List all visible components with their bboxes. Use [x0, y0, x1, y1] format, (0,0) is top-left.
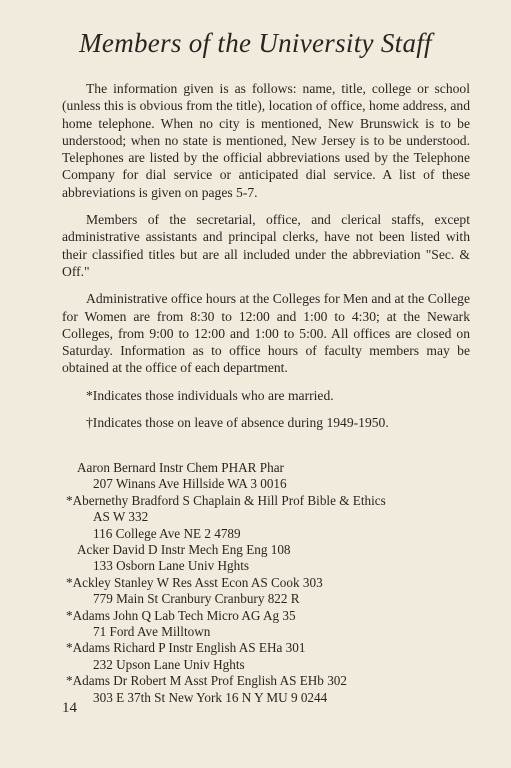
leave-note: †Indicates those on leave of absence during 1949-1950.	[86, 415, 389, 431]
directory-entry	[62, 493, 482, 542]
directory-entry	[62, 575, 482, 608]
entry-name-line: *Abernethy Bradford S Chaplain & Hill Prof Bible & Ethics	[66, 492, 386, 508]
intro-paragraph: Administrative office hours at the Colleges for Men and at the College for Women are from 8:30 to 12:00 and 1:00 to 4:30; at the Newark Colleges, from 9:00 to 12:00 and 1:00 to 5:00. All offices are closed on Saturday. Information as to office hours of faculty members may be obtained at the office of each department.	[62, 291, 470, 376]
entry-detail-line: 71 Ford Ave Milltown	[93, 624, 211, 640]
staff-directory	[62, 460, 482, 706]
directory-entry	[62, 460, 482, 493]
directory-entry	[62, 542, 482, 575]
entry-name-line: *Ackley Stanley W Res Asst Econ AS Cook 303	[66, 574, 323, 590]
entry-detail-line: 133 Osborn Lane Univ Hghts	[93, 558, 250, 574]
entry-detail-line: 303 E 37th St New York 16 N Y MU 9 0244	[93, 689, 328, 705]
entry-name-line: *Adams John Q Lab Tech Micro AG Ag 35	[66, 607, 296, 623]
entry-detail-line: 779 Main St Cranbury Cranbury 822 R	[93, 591, 300, 607]
entry-detail-line: 232 Upson Lane Univ Hghts	[93, 656, 245, 672]
page-number: 14	[62, 700, 77, 716]
intro-paragraph: The information given is as follows: name, title, college or school (unless this is obvious from the title), location of office, home address, and home telephone. When no city is mentioned, New Brunswick is to be understood; when no state is mentioned, New Jersey is to be understood. Telephones are listed by the official abbreviations used by the Telephone Company for dial service or anticipated dial service. A list of these abbreviations is given on pages 5-7.	[62, 81, 470, 200]
intro-paragraph: Members of the secretarial, office, and clerical staffs, except administrative assistants and principal clerks, have not been listed with their classified titles but are all included under the abbreviation "Sec. & Off."	[62, 212, 470, 279]
directory-entry	[62, 608, 482, 641]
entry-name-line: Acker David D Instr Mech Eng Eng 108	[77, 542, 291, 558]
directory-entry	[62, 640, 482, 673]
married-note: *Indicates those individuals who are married.	[86, 387, 334, 403]
page-title: Members of the University Staff	[79, 28, 432, 58]
entry-detail-line: AS W 332	[93, 509, 149, 525]
entry-name-line: *Adams Dr Robert M Asst Prof English AS EHb 302	[66, 673, 347, 689]
introduction	[62, 80, 470, 441]
entry-name-line: Aaron Bernard Instr Chem PHAR Phar	[77, 460, 284, 475]
entry-detail-line: 207 Winans Ave Hillside WA 3 0016	[93, 476, 287, 492]
entry-name-line: *Adams Richard P Instr English AS EHa 301	[66, 640, 306, 656]
entry-detail-line: 116 College Ave NE 2 4789	[93, 525, 241, 541]
directory-entry	[62, 673, 482, 706]
